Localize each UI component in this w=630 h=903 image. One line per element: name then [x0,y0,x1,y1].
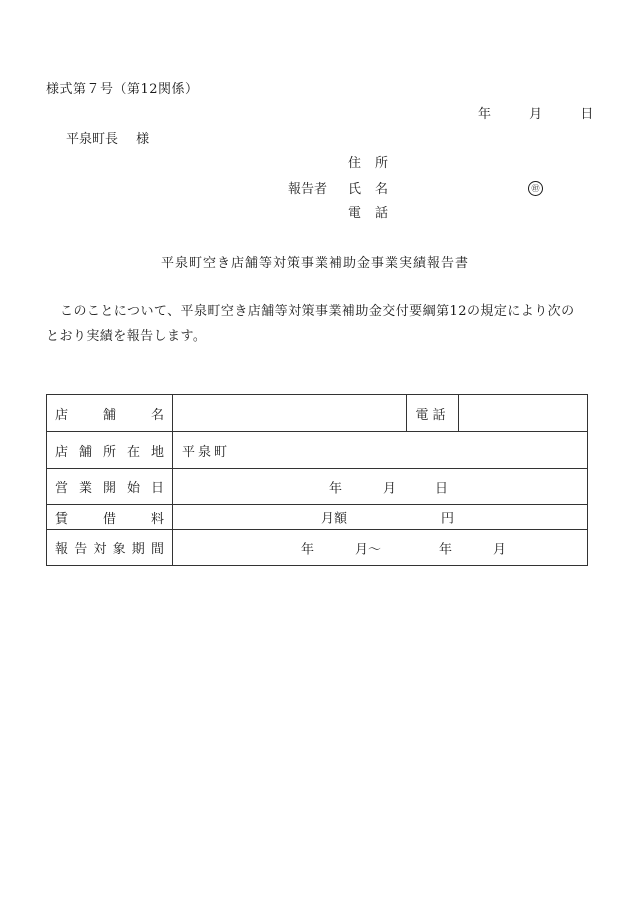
rent-monthly-label: 月額 [321,511,348,527]
opening-year-label: 年 [329,481,343,496]
label-char: 地 [150,444,164,460]
table-row-store-name [47,395,588,432]
phone-char-2: 話 [375,206,389,221]
addressee-honorific: 様 [136,132,150,147]
date-month-label: 月 [529,107,543,122]
reporter-address-label [348,157,388,170]
name-char-1: 氏 [348,182,362,197]
period-end-year-label: 年 [439,542,453,557]
label-char: 借 [102,511,116,527]
label-char: 舗 [78,444,92,460]
opening-date-value[interactable] [173,469,588,505]
reporter-label: 報告者 [288,182,328,197]
seal-icon: ㊞ [528,181,543,196]
label-char: 期 [131,542,145,557]
report-date [478,108,593,121]
rent-label [47,505,173,530]
label-char: 営 [55,481,69,496]
rent-value[interactable] [173,505,588,530]
report-table [46,394,588,566]
label-char: 所 [102,444,116,460]
table-row-rent [47,505,588,530]
date-day-label: 日 [580,107,594,122]
document-title: 平泉町空き店舗等対策事業補助金事業実績報告書 [160,256,469,271]
period-label [47,530,173,566]
label-char: 日 [150,481,164,496]
table-row-opening-date [47,469,588,505]
label-char: 舗 [102,407,116,423]
address-char-2: 所 [375,156,389,171]
store-phone-label: 電話 [407,395,459,432]
period-end-month-label: 月 [493,542,507,557]
label-char: 名 [150,407,164,423]
address-char-1: 住 [348,156,362,171]
store-name-label [47,395,173,432]
rent-unit-label: 円 [441,511,455,527]
label-char: 始 [126,481,140,496]
label-char: 料 [150,511,164,527]
reporter-phone-label [348,207,388,220]
period-start-year-label: 年 [301,542,315,557]
period-start-month-label: 月～ [355,542,382,557]
label-char: 象 [112,542,126,557]
addressee [66,133,149,146]
store-phone-value[interactable] [459,395,588,432]
label-char: 開 [102,481,116,496]
body-text: このことについて、平泉町空き店舗等対策事業補助金交付要綱第12の規定により次のとおり実績を報告します。 [46,304,575,344]
addressee-mayor: 平泉町長 [66,132,119,147]
label-char: 対 [93,542,107,557]
name-char-2: 名 [375,182,389,197]
reporter-name-label [348,183,388,196]
opening-day-label: 日 [435,481,449,496]
opening-date-label [47,469,173,505]
phone-char-1: 電 [348,206,362,221]
date-year-label: 年 [478,107,492,122]
store-name-value[interactable] [173,395,407,432]
period-value[interactable] [173,530,588,566]
location-label [47,432,173,469]
location-value[interactable]: 平泉町 [173,432,588,469]
label-char: 在 [126,444,140,460]
table-row-period [47,530,588,566]
table-row-location [47,432,588,469]
label-char: 店 [55,444,69,460]
label-char: 報 [55,542,69,557]
label-char: 告 [74,542,88,557]
label-char: 店 [55,407,69,423]
label-char: 賃 [55,511,69,527]
label-char: 間 [150,542,164,557]
form-number: 様式第７号（第12関係） [46,82,199,97]
opening-month-label: 月 [383,481,397,496]
label-char: 業 [78,481,92,496]
